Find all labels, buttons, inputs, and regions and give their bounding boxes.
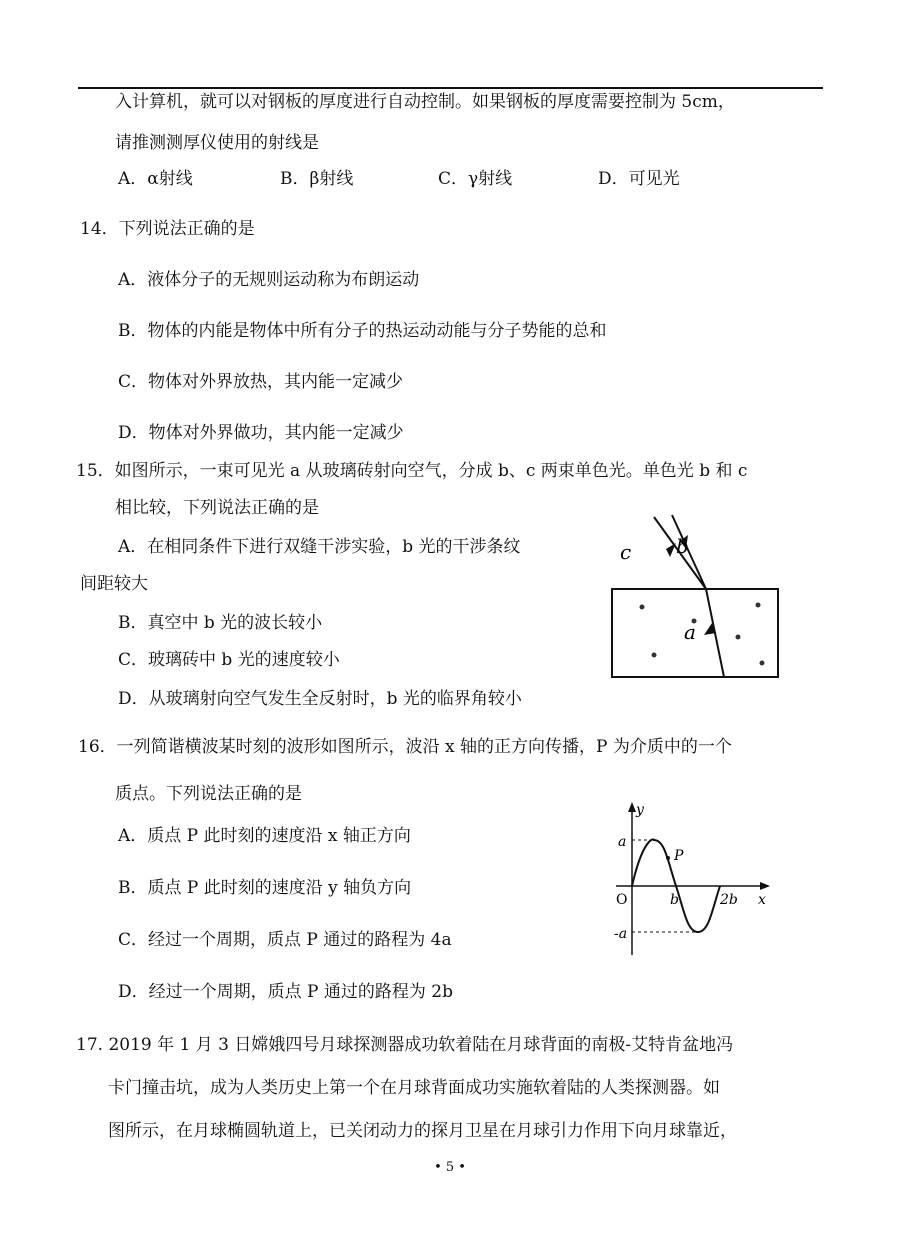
q15-option-a-line-1: A．在相同条件下进行双缝干涉实验，b 光的干涉条纹 [118, 537, 521, 557]
label-2b: 2b [720, 892, 738, 908]
q15-option-b: B．真空中 b 光的波长较小 [118, 613, 323, 633]
arrow-c-icon [666, 543, 676, 557]
q15-stem-line-2: 相比较，下列说法正确的是 [115, 498, 319, 518]
q16-option-c: C．经过一个周期，质点 P 通过的路程为 4a [118, 930, 452, 950]
label-y: y [636, 802, 644, 818]
q14-option-b: B．物体的内能是物体中所有分子的热运动动能与分子势能的总和 [118, 321, 607, 341]
q15-option-d: D．从玻璃射向空气发生全反射时，b 光的临界角较小 [118, 689, 522, 709]
q16-wave-figure [608, 800, 778, 960]
label-c: c [620, 540, 632, 564]
q16-stem-line-2: 质点。下列说法正确的是 [115, 784, 302, 804]
q13-option-b: B．β射线 [280, 169, 354, 189]
label-a: a [684, 620, 696, 644]
q15-stem-line-1: 15．如图所示，一束可见光 a 从玻璃砖射向空气，分成 b、c 两束单色光。单色光 b 和 c [76, 461, 748, 481]
label-p: P [674, 848, 684, 864]
glass-dot [652, 653, 657, 658]
q15-refraction-figure [606, 513, 786, 683]
q17-stem-line-2: 卡门撞击坑，成为人类历史上第一个在月球背面成功实施软着陆的人类探测器。如 [108, 1078, 720, 1098]
glass-dot [736, 635, 741, 640]
q16-option-a: A．质点 P 此时刻的速度沿 x 轴正方向 [118, 826, 411, 846]
label-neg-a: -a [614, 926, 628, 942]
q14-option-a: A．液体分子的无规则运动称为布朗运动 [118, 270, 420, 290]
label-a: a [618, 834, 627, 850]
q13-option-a: A．α射线 [118, 169, 193, 189]
q13-option-c: C．γ射线 [438, 169, 513, 189]
x-axis-arrow-icon [760, 882, 770, 890]
q15-option-c: C．玻璃砖中 b 光的速度较小 [118, 650, 340, 670]
q13-continuation-line-2: 请推测测厚仪使用的射线是 [115, 133, 319, 153]
glass-dot [760, 661, 765, 666]
label-origin: O [616, 892, 628, 908]
q15-option-a-line-2: 间距较大 [80, 574, 148, 594]
q14-option-d: D．物体对外界做功，其内能一定减少 [118, 423, 404, 443]
q17-stem-line-3: 图所示，在月球椭圆轨道上，已关闭动力的探月卫星在月球引力作用下向月球靠近， [108, 1121, 737, 1141]
point-p [666, 856, 670, 860]
q17-stem-line-1: 17. 2019 年 1 月 3 日嫦娥四号月球探测器成功软着陆在月球背面的南极-艾特肯盆地冯 [76, 1035, 734, 1055]
q13-continuation-line-1: 入计算机，就可以对钢板的厚度进行自动控制。如果钢板的厚度需要控制为 5cm， [115, 92, 735, 112]
header-rule [78, 87, 823, 89]
label-x: x [758, 892, 766, 908]
q14-stem: 14．下列说法正确的是 [80, 219, 255, 239]
page-number: • 5 • [434, 1160, 466, 1175]
q16-option-d: D．经过一个周期，质点 P 通过的路程为 2b [118, 982, 453, 1002]
q16-stem-line-1: 16．一列简谐横波某时刻的波形如图所示，波沿 x 轴的正方向传播，P 为介质中的一个 [78, 737, 732, 757]
label-b: b [670, 892, 679, 908]
label-b: b [676, 534, 689, 558]
y-axis-arrow-icon [628, 802, 636, 812]
q16-option-b: B．质点 P 此时刻的速度沿 y 轴负方向 [118, 878, 412, 898]
q13-option-d: D．可见光 [598, 169, 680, 189]
q14-option-c: C．物体对外界放热，其内能一定减少 [118, 372, 404, 392]
glass-dot [756, 603, 761, 608]
glass-dot [640, 605, 645, 610]
